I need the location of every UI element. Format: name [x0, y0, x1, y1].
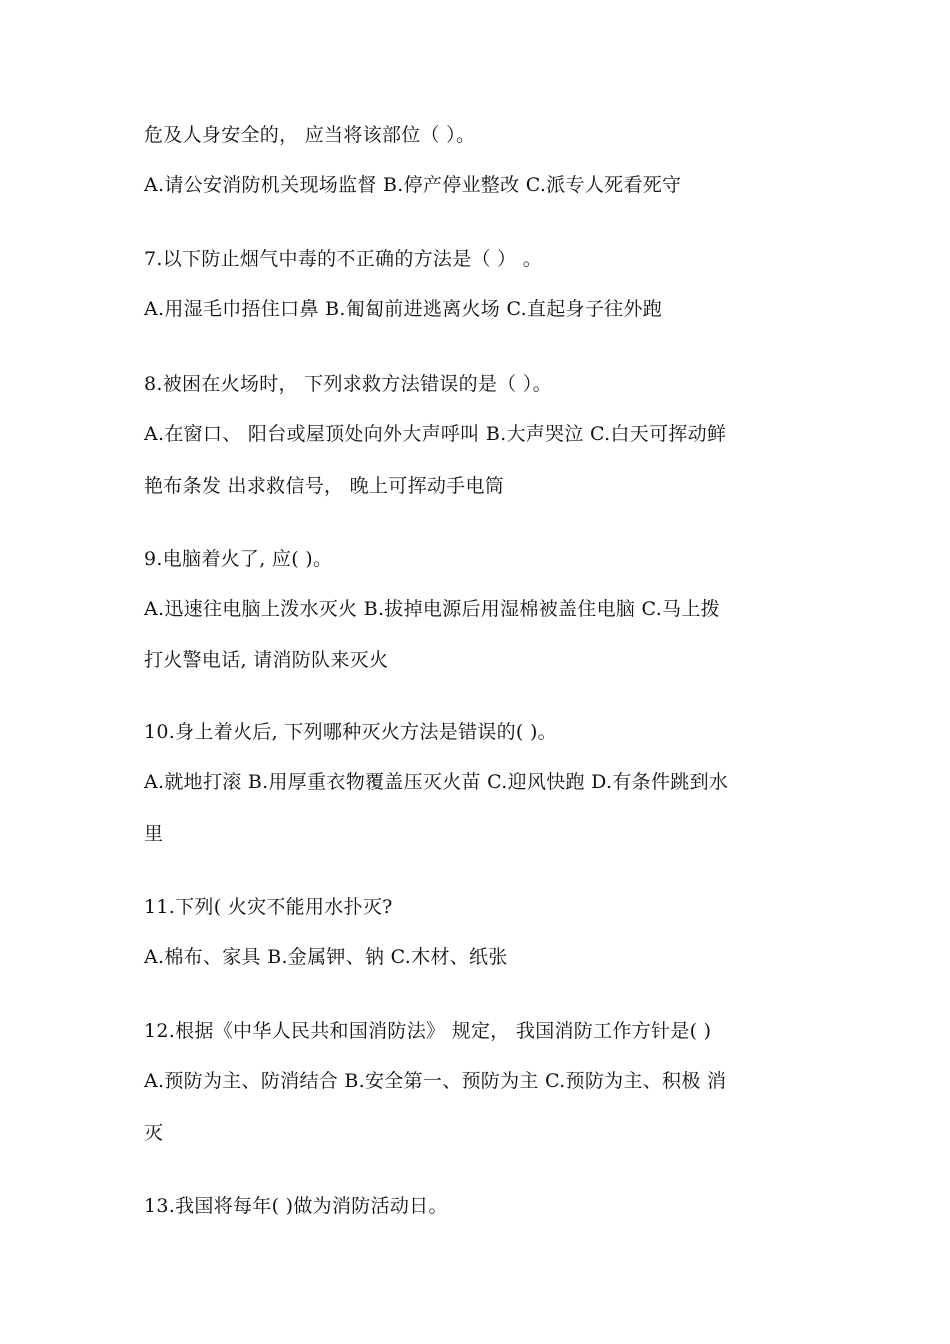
question-9-stem: 9.电脑着火了, 应( )。: [144, 548, 333, 570]
question-10-options-line-1: A.就地打滚 B.用厚重衣物覆盖压灭火苗 C.迎风快跑 D.有条件跳到水: [144, 771, 729, 793]
question-6-options: A.请公安消防机关现场监督 B.停产停业整改 C.派专人死看死守: [144, 174, 682, 196]
question-12-stem: 12.根据《中华人民共和国消防法》 规定， 我国消防工作方针是( ): [144, 1020, 712, 1042]
question-9-options-line-2: 打火警电话, 请消防队来灭火: [144, 649, 389, 671]
question-8-options-line-1: A.在窗口、 阳台或屋顶处向外大声呼叫 B.大声哭泣 C.白天可挥动鲜: [144, 423, 727, 445]
question-7-stem: 7.以下防止烟气中毒的不正确的方法是（ ） 。: [144, 248, 543, 270]
question-12-options-line-1: A.预防为主、防消结合 B.安全第一、预防为主 C.预防为主、积极 消: [144, 1070, 727, 1092]
question-6-stem-continued: 危及人身安全的， 应当将该部位（ ）。: [144, 124, 476, 146]
question-9-options-line-1: A.迅速往电脑上泼水灭火 B.拔掉电源后用湿棉被盖住电脑 C.马上拨: [144, 598, 720, 620]
question-11-stem: 11.下列( 火灾不能用水扑灭?: [144, 896, 393, 918]
question-8-stem: 8.被困在火场时， 下列求救方法错误的是（ ）。: [144, 373, 552, 395]
question-13-stem: 13.我国将每年( )做为消防活动日。: [144, 1195, 448, 1217]
question-11-options: A.棉布、家具 B.金属钾、钠 C.木材、纸张: [144, 946, 508, 968]
question-12-options-line-2: 灭: [144, 1122, 164, 1144]
question-10-options-line-2: 里: [144, 823, 164, 845]
question-10-stem: 10.身上着火后, 下列哪种灭火方法是错误的( )。: [144, 721, 557, 743]
question-7-options: A.用湿毛巾捂住口鼻 B.匍匐前进逃离火场 C.直起身子往外跑: [144, 298, 663, 320]
question-8-options-line-2: 艳布条发 出求救信号， 晚上可挥动手电筒: [144, 475, 505, 497]
